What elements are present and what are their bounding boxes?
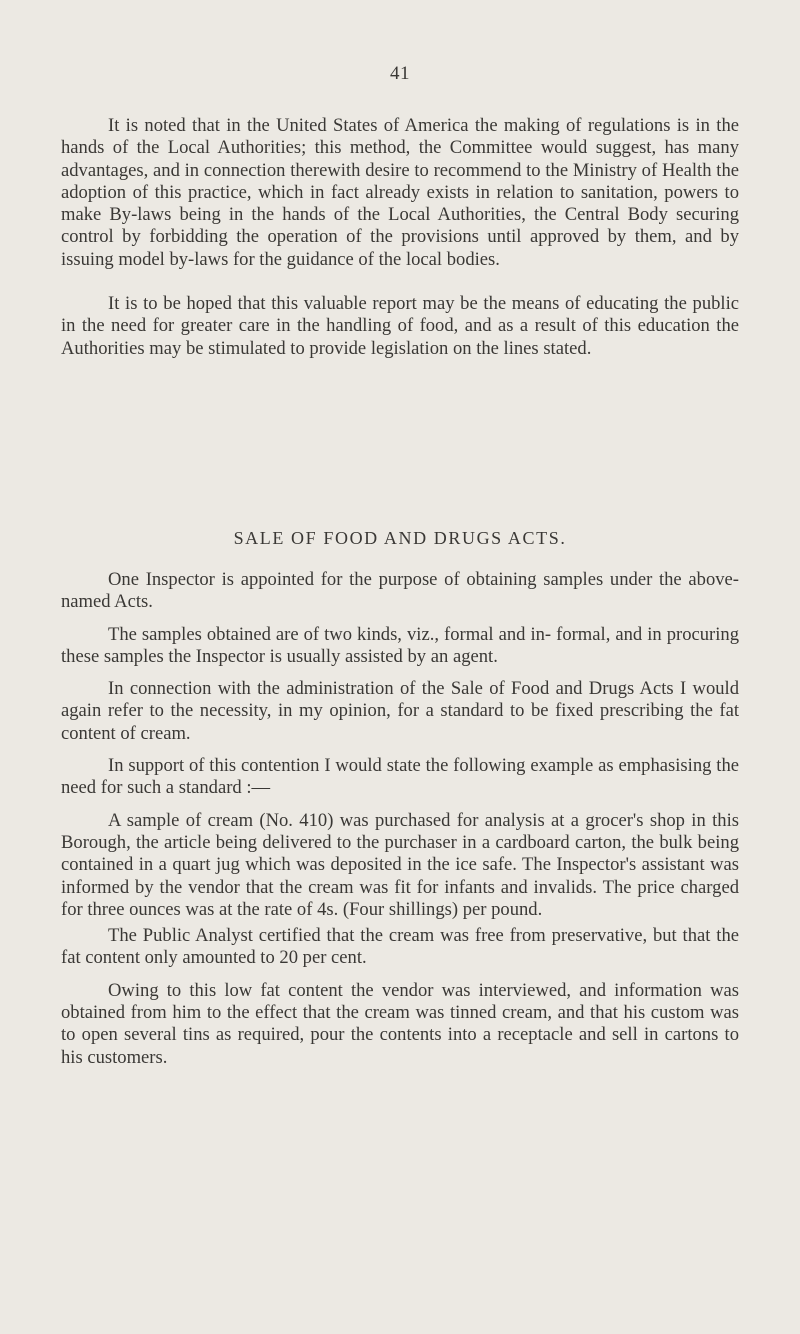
paragraph-samples: The samples obtained are of two kinds, viz., formal and in- formal, and in procuring these samples the Inspector is usually assisted by an agent.: [61, 623, 739, 667]
food-drugs-section: [61, 569, 739, 1069]
intro-section: [61, 115, 739, 360]
paragraph-inspector: One Inspector is appointed for the purpose of obtaining samples under the above-named Acts.: [61, 569, 739, 613]
paragraph-cream-sample: A sample of cream (No. 410) was purchased for analysis at a grocer's shop in this Borough, the article being delivered to the purchaser in a cardboard carton, the bulk being contained in a quart jug which was deposited in the ice safe. The Inspector's assistant was informed by the vendor that the cream was fit for infants and invalids. The price charged for three ounces was at the rate of 4s. (Four shillings) per pound.: [61, 809, 739, 920]
paragraph-regulations: It is noted that in the United States of America the making of regulations is in the hands of the Local Authorities; this method, the Committee would suggest, has many advantages, and in connection therewith desire to recommend to the Ministry of Health the adoption of this practice, which in fact already exists in relation to sanitation, powers to make By-laws being in the hands of the Local Authorities, the Central Body securing control by forbidding the operation of the provisions until approved by them, and by issuing model by-laws for the guidance of the local bodies.: [61, 115, 739, 270]
page-number: 41: [390, 63, 410, 84]
paragraph-vendor: Owing to this low fat content the vendor was interviewed, and information was obtained from him to the effect that the cream was tinned cream, and that his custom was to open several tins as required, pour the contents into a receptacle and sell in cartons to his customers.: [61, 979, 739, 1068]
paragraph-analyst: The Public Analyst certified that the cream was free from preservative, but that the fat content only amounted to 20 per cent.: [61, 925, 739, 969]
section-heading: SALE OF FOOD AND DRUGS ACTS.: [233, 528, 567, 548]
paragraph-standard: In connection with the administration of the Sale of Food and Drugs Acts I would again refer to the necessity, in my opinion, for a standard to be fixed prescribing the fat content of cream.: [61, 678, 739, 744]
paragraph-contention: In support of this contention I would state the following example as emphasising the need for such a standard :—: [61, 755, 739, 799]
paragraph-hoped: It is to be hoped that this valuable report may be the means of educating the public in the need for greater care in the handling of food, and as a result of this education the Authorities may be stimulated to provide legislation on the lines stated.: [61, 293, 739, 359]
